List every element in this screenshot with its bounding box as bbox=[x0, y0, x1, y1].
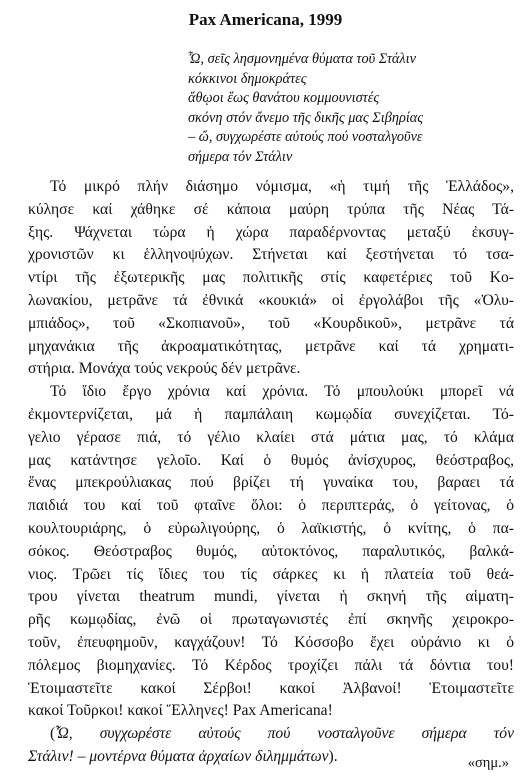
paragraph-2-line: παιδιά του καί τοῦ φταῖνε ὅλοι: ὁ περιπτεράς, ὁ γείτονας, ὁ bbox=[28, 497, 514, 515]
paragraph-1-line: μπιάδος», τοῦ «Σκοπιανοῦ», τοῦ «Κουρδικοῦ», μετρᾶνε τά bbox=[28, 314, 514, 332]
paragraph-2-line: Ἑτοιμαστεῖτε κακοί Σέρβοι! κακοί Ἀλβανοί! Ἑτοιμαστεῖτε bbox=[28, 679, 514, 697]
closing-close-paren: ). bbox=[328, 747, 338, 765]
paragraph-2-line: κακοί Τοῦρκοι! κακοί Ἕλληνες! Pax Americana! bbox=[28, 702, 333, 720]
paragraph-1-line: χρονιστῶν κι ἑλληνοψύχων. Στήνεται καί ξεστήνεται τό τσα- bbox=[28, 246, 514, 264]
paragraph-1-line: κύλησε καί χάθηκε σέ κάποια μαύρη τρύπα τῆς Νέας Τά- bbox=[28, 200, 514, 218]
paragraph-2-line: τρου γίνεται theatrum mundi, γίνεται ἡ σκηνή τῆς αἱματη- bbox=[28, 588, 514, 606]
paragraph-2-line: νιος. Τρῶει τίς ἴδιες του τίς σάρκες κι ἡ πλατεία τοῦ θεά- bbox=[28, 565, 514, 583]
paragraph-2-line: κουλτουριάρης, ὁ εὐρωλιγούρης, ὁ λαϊκιστής, ὁ κνίτης, ὁ πα- bbox=[28, 519, 514, 537]
paragraph-1-line: στήρια. Μονάχα τούς νεκρούς δέν μετρᾶνε. bbox=[28, 360, 301, 378]
page-title: Pax Americana, 1999 bbox=[188, 10, 343, 29]
paragraph-2-line: πόλεμος βιομηχανίες. Τό Κέρδος τροχίζει πάλι τά δόντια του! bbox=[28, 656, 514, 674]
paragraph-2-line: σόκος. Θεόστραβος θυμός, αὐτοκτόνος, παραλυτικός, βαλκά- bbox=[28, 542, 514, 560]
paragraph-1-line: ξης. Ψάχνεται τώρα ἡ χώρα παραδέρνοντας μεταξύ ἐκσυγ- bbox=[28, 223, 514, 241]
paragraph-2-line: γελιο γέρασε πιά, τό γέλιο κλαίει στά μάτια μας, τό κλάμα bbox=[28, 428, 514, 446]
paragraph-2-line: Τό ἴδιο ἔργο χρόνια καί χρόνια. Τό μπουλούκι μπορεῖ νά bbox=[50, 383, 514, 401]
closing-open-paren: ( bbox=[50, 725, 56, 743]
paragraph-1-line: Τό μικρό πλήν διάσημο νόμισμα, «ἡ τιμή τῆς Ἑλλάδος», bbox=[50, 178, 514, 195]
epigraph-line: σκόνη στόν ἄνεμο τῆς δικῆς μας Σιβηρίας bbox=[188, 109, 424, 126]
paragraph-2-line: ἐκμοντερνίζεται, μά ἡ παμπάλαιη κωμῳδία συνεχίζεται. Τό- bbox=[28, 405, 514, 423]
paragraph-2-line: ἕνας μπεκρούλιακας πού βρίζει τή γυναίκα του, βαραει τά bbox=[28, 474, 514, 492]
paragraph-1-line: λωνακίου, μετρᾶνε τά ἐθνικά «κουκιά» οἱ ἐργολάβοι τῆς «Ὀλυ- bbox=[28, 291, 514, 309]
closing-italic-text: Ὦ, συγχωρέστε αὐτούς πού νοσταλγοῦνε σήμερα τόν bbox=[55, 725, 514, 743]
paragraph-2-line: τοῦν, ἐπευφημοῦν, καγχάζουν! Τό Κόσσοβο ἔχει οὐράνιο κι ὁ bbox=[28, 633, 514, 651]
paragraph-2-line: μας κατάντησε γελοῖο. Καί ὁ θυμός ἀνίσχυρος, θεόστραβος, bbox=[28, 451, 514, 469]
paragraph-1-line: μηχανάκια τῆς ἀκροαματικότητας, μετρᾶνε καί τά χρηματι- bbox=[28, 337, 514, 355]
signature: «σημ.» bbox=[467, 755, 509, 771]
paragraph-1-line: ντίρι τῆς ἐξωτερικῆς μας πολιτικῆς στίς καφετέριες τοῦ Κο- bbox=[28, 269, 514, 287]
epigraph-line: κόκκινοι δημοκράτες bbox=[188, 70, 307, 87]
epigraph bbox=[188, 50, 518, 168]
body-text bbox=[28, 176, 514, 769]
epigraph-line: ἄθῳοι ἕως θανάτου κομμουνιστές bbox=[188, 90, 380, 107]
paragraph-2-line: ρῆς κωμῳδίας, ἐνῶ οἱ πρωταγωνιστές ἐπί σκηνῆς χειροκρο- bbox=[28, 611, 514, 629]
epigraph-line: σήμερα τόν Στάλιν bbox=[188, 148, 293, 165]
epigraph-line: Ὦ, σεῖς λησμονημένα θύματα τοῦ Στάλιν bbox=[188, 51, 416, 67]
closing-italic-text: Στάλιν! – μοντέρνα θύματα ἀρχαίων διλημμάτων bbox=[28, 747, 329, 765]
epigraph-line: – ὤ, συγχωρέστε αὐτούς πού νοσταλγοῦνε bbox=[188, 129, 423, 146]
closing-line bbox=[28, 723, 514, 746]
closing-line bbox=[28, 746, 514, 769]
